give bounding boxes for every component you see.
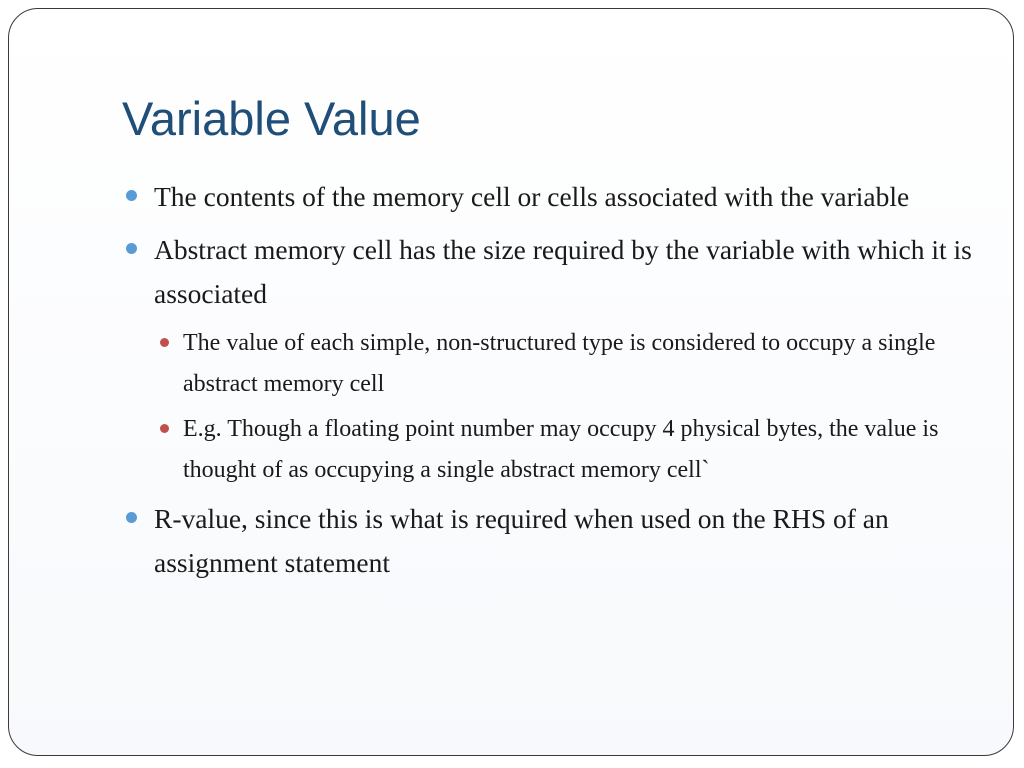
sub-bullet-text: E.g. Though a floating point number may occupy 4 physical bytes, the value is thought of as occupying a single abstract memory cell`: [183, 416, 939, 483]
bullet-item: [126, 228, 976, 316]
bullet-item: [126, 497, 976, 585]
bullet-text: R-value, since this is what is required when used on the RHS of an assignment statement: [154, 503, 889, 578]
sub-bullet-text: The value of each simple, non-structured type is considered to occupy a single abstract memory cell: [183, 330, 936, 397]
sub-bullet-dot-icon: [160, 338, 169, 347]
slide-content: [126, 175, 976, 594]
bullet-dot-icon: [126, 512, 137, 523]
bullet-text: Abstract memory cell has the size required by the variable with which it is associated: [154, 234, 972, 309]
slide-frame: [8, 8, 1014, 756]
bullet-dot-icon: [126, 243, 137, 254]
slide-title: Variable Value: [122, 92, 421, 145]
bullet-dot-icon: [126, 190, 137, 201]
sub-bullet-item: [126, 409, 976, 491]
bullet-item: [126, 175, 976, 219]
sub-bullet-item: [126, 323, 976, 405]
sub-bullet-dot-icon: [160, 424, 169, 433]
bullet-text: The contents of the memory cell or cells associated with the variable: [154, 181, 910, 212]
